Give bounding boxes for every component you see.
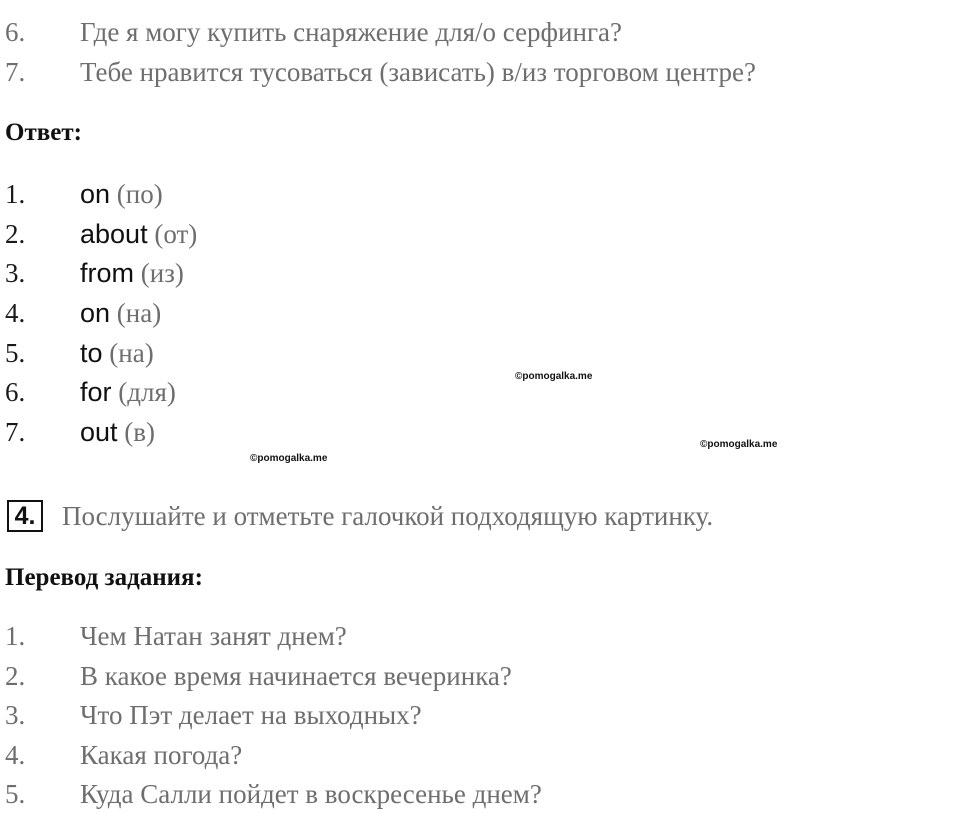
answer-word: to xyxy=(80,338,103,368)
list-item xyxy=(0,54,960,90)
watermark: ©pomogalka.me xyxy=(700,439,778,450)
answer-translation: (для) xyxy=(118,377,176,407)
answer-translation: (на) xyxy=(109,338,154,368)
list-item xyxy=(0,14,960,50)
answer-translation: (на) xyxy=(116,298,162,328)
answer-text xyxy=(80,374,176,410)
answer-word: on xyxy=(80,298,111,328)
translation-text: Что Пэт делает на выходных? xyxy=(80,700,422,730)
answer-word: from xyxy=(80,258,134,288)
task-number-box: 4. xyxy=(7,500,43,532)
answer-word: for xyxy=(80,377,112,407)
translation-text: В какое время начинается вечеринка? xyxy=(80,661,512,691)
answer-number: 3. xyxy=(5,258,26,288)
translation-number: 4. xyxy=(5,740,26,770)
answer-text xyxy=(80,335,154,371)
answer-word: about xyxy=(80,219,148,249)
translation-text: Куда Салли пойдет в воскресенье днем? xyxy=(80,779,542,809)
task-instruction: Послушайте и отметьте галочкой подходящую картинку. xyxy=(62,501,714,531)
answer-translation: (по) xyxy=(116,179,163,209)
answer-heading: Ответ: xyxy=(5,119,82,146)
answer-text xyxy=(80,414,155,450)
answer-text xyxy=(80,216,197,252)
translation-item xyxy=(0,618,960,654)
translation-number: 5. xyxy=(5,779,26,809)
answer-number: 2. xyxy=(5,219,26,249)
answer-number: 5. xyxy=(5,338,26,368)
translation-number: 3. xyxy=(5,700,26,730)
answer-number: 4. xyxy=(5,298,26,328)
answer-item xyxy=(0,216,960,252)
answer-word: out xyxy=(80,417,118,447)
translation-number: 2. xyxy=(5,661,26,691)
translation-item xyxy=(0,737,960,773)
translation-item xyxy=(0,776,960,812)
answer-item xyxy=(0,335,960,371)
list-text: Где я могу купить снаряжение для/о серфинга? xyxy=(80,17,622,47)
answer-translation: (от) xyxy=(154,219,198,249)
translation-item xyxy=(0,697,960,733)
list-text: Тебе нравится тусоваться (зависать) в/из торговом центре? xyxy=(80,57,756,87)
answer-item xyxy=(0,414,960,450)
answer-number: 6. xyxy=(5,377,26,407)
answer-text xyxy=(80,295,161,331)
answer-item xyxy=(0,255,960,291)
answer-word: on xyxy=(80,179,111,209)
answer-item xyxy=(0,374,960,410)
translation-text: Какая погода? xyxy=(80,740,243,770)
answer-translation: (в) xyxy=(124,417,156,447)
answer-item xyxy=(0,176,960,212)
translation-heading: Перевод задания: xyxy=(5,564,203,591)
list-number: 7. xyxy=(5,57,26,87)
answer-text xyxy=(80,255,184,291)
answer-number: 7. xyxy=(5,417,26,447)
answer-translation: (из) xyxy=(140,258,184,288)
translation-number: 1. xyxy=(5,621,26,651)
translation-text: Чем Натан занят днем? xyxy=(80,621,347,651)
answer-text xyxy=(80,176,163,212)
translation-item xyxy=(0,658,960,694)
watermark: ©pomogalka.me xyxy=(250,453,328,464)
answer-item xyxy=(0,295,960,331)
answer-number: 1. xyxy=(5,179,26,209)
watermark: ©pomogalka.me xyxy=(515,371,593,382)
list-number: 6. xyxy=(5,17,26,47)
